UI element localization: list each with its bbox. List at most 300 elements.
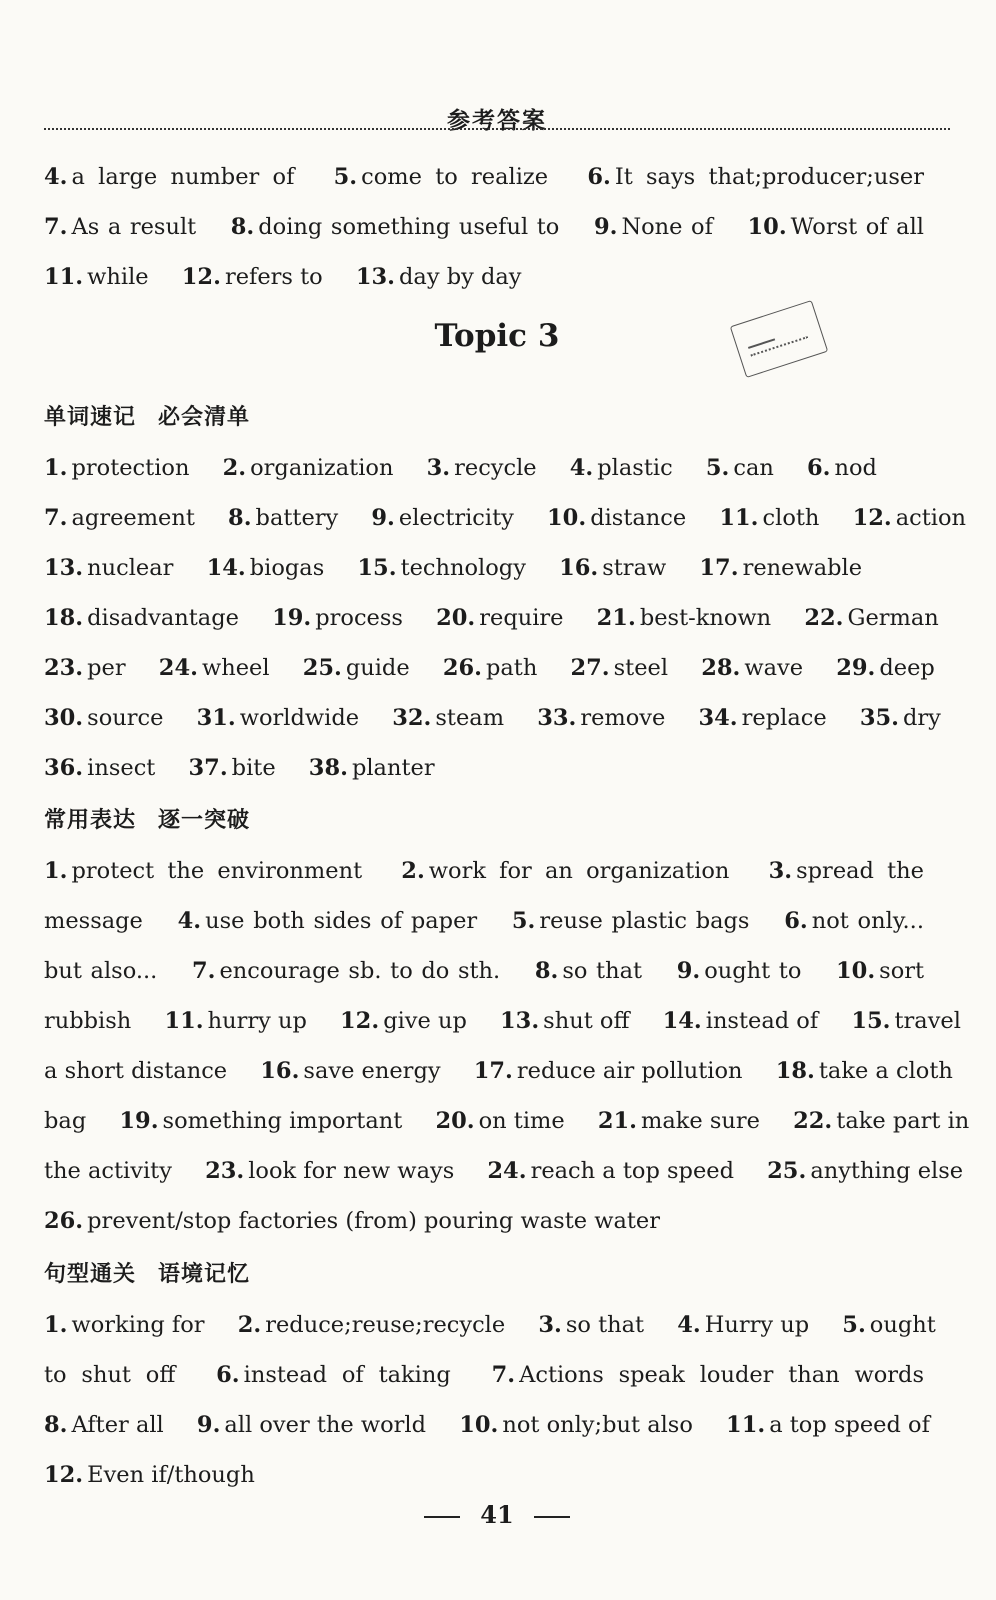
answer-item	[401, 858, 729, 884]
answer-item	[487, 1158, 734, 1184]
answer-number: 20.	[436, 605, 476, 631]
answer-text: electricity	[398, 505, 514, 531]
answer-number: 10.	[547, 505, 587, 531]
answer-number: 17.	[699, 555, 739, 581]
dash-left	[424, 1516, 460, 1518]
answer-item	[216, 1362, 451, 1388]
answer-text: so that	[562, 958, 643, 984]
answer-number: 6.	[807, 455, 831, 481]
answer-text: deep	[879, 655, 935, 681]
answer-item	[189, 755, 276, 781]
answer-text: German	[847, 605, 939, 631]
answer-text: insect	[87, 755, 156, 781]
answer-number: 4.	[177, 908, 202, 934]
answer-line	[44, 846, 950, 896]
answer-text: not only;but also	[502, 1412, 693, 1438]
answer-number: 33.	[537, 705, 577, 731]
answer-text: reduce;reuse;recycle	[265, 1312, 506, 1338]
dash-right	[534, 1516, 570, 1518]
answer-number: 24.	[158, 655, 198, 681]
section-heading-sub: 必会清单	[158, 405, 251, 430]
answer-number: 27.	[570, 655, 610, 681]
answer-text: Hurry up	[704, 1312, 810, 1338]
answer-item	[44, 908, 143, 934]
answer-text: a large number of	[71, 164, 295, 190]
answer-page	[44, 0, 970, 1600]
answer-number: 12.	[44, 1462, 84, 1488]
answer-number: 31.	[196, 705, 236, 731]
answer-item	[44, 655, 126, 681]
answer-number: 10.	[747, 214, 787, 240]
answer-number: 12.	[852, 505, 892, 531]
answer-item	[598, 1108, 760, 1134]
answer-line	[44, 643, 950, 693]
answer-number: 6.	[784, 908, 808, 934]
answer-number: 5.	[842, 1312, 866, 1338]
answer-text: wave	[744, 655, 804, 681]
answer-number: 35.	[859, 705, 899, 731]
section-heading	[44, 796, 950, 846]
answer-number: 2.	[222, 455, 247, 481]
answer-text: instead of	[705, 1008, 819, 1034]
answer-number: 21.	[596, 605, 636, 631]
section-sentences	[44, 1250, 950, 1500]
answer-item	[663, 1008, 819, 1034]
answer-text: doing something useful to	[258, 214, 560, 240]
answer-item	[853, 505, 966, 531]
answer-text: instead of taking	[243, 1362, 451, 1388]
answer-line	[44, 1196, 950, 1246]
stamp-icon	[730, 300, 828, 378]
answer-number: 29.	[836, 655, 876, 681]
answer-line	[44, 593, 950, 643]
answer-number: 8.	[534, 958, 559, 984]
answer-text: protect the environment	[71, 858, 363, 884]
answer-line	[44, 1400, 950, 1450]
answer-number: 6.	[216, 1362, 240, 1388]
answer-line	[44, 1146, 964, 1196]
answer-text: shut off	[543, 1008, 630, 1034]
answer-number: 1.	[44, 858, 68, 884]
answer-item	[767, 1158, 963, 1184]
answer-item	[706, 455, 774, 481]
answer-text: come to realize	[361, 164, 549, 190]
answer-text: renewable	[742, 555, 863, 581]
answer-text: ought	[869, 1312, 936, 1338]
answer-item	[44, 1412, 164, 1438]
section-expressions-lines	[44, 846, 970, 1246]
page-header-title: 参考答案	[447, 107, 547, 134]
answer-number: 36.	[44, 755, 84, 781]
answer-text: process	[315, 605, 403, 631]
answer-number: 25.	[767, 1158, 807, 1184]
answer-number: 5.	[705, 455, 730, 481]
answer-item	[699, 705, 827, 731]
answer-number: 9.	[676, 958, 701, 984]
answer-item	[357, 555, 526, 581]
answer-number: 13.	[500, 1008, 540, 1034]
answer-item	[44, 555, 173, 581]
answer-item	[44, 1312, 205, 1338]
answer-number: 18.	[775, 1058, 815, 1084]
answer-number: 37.	[188, 755, 228, 781]
answer-number: 4.	[569, 455, 594, 481]
answer-number: 11.	[44, 264, 84, 290]
answer-item	[260, 1058, 440, 1084]
answer-item	[334, 164, 548, 190]
answer-text: None of	[621, 214, 713, 240]
answer-text: wheel	[201, 655, 270, 681]
answer-number: 10.	[459, 1412, 499, 1438]
answer-text: biogas	[249, 555, 325, 581]
answer-item	[427, 455, 537, 481]
answer-text: but also...	[44, 958, 158, 984]
answer-item	[842, 1312, 935, 1338]
answer-item	[719, 505, 819, 531]
answer-item	[340, 1008, 467, 1034]
answer-number: 7.	[491, 1362, 516, 1388]
answer-text: battery	[255, 505, 339, 531]
answer-item	[197, 1412, 426, 1438]
answer-item	[512, 908, 750, 934]
answer-item	[44, 755, 155, 781]
answer-number: 7.	[44, 505, 68, 531]
answer-number: 23.	[205, 1158, 245, 1184]
answer-text: recycle	[454, 455, 537, 481]
answer-number: 5.	[333, 164, 358, 190]
answer-text: Worst of all	[790, 214, 924, 240]
answer-item	[44, 1008, 131, 1034]
answer-text: disadvantage	[87, 605, 239, 631]
answer-item	[205, 1158, 454, 1184]
answer-text: plastic	[597, 455, 673, 481]
answer-text: reuse plastic bags	[539, 908, 750, 934]
answer-item	[44, 264, 149, 290]
answer-item	[836, 958, 924, 984]
answer-item	[784, 908, 924, 934]
answer-text: so that	[565, 1312, 645, 1338]
answer-number: 19.	[119, 1108, 159, 1134]
header-dotted-rule	[44, 128, 950, 130]
page-number	[44, 1500, 950, 1529]
page-number-value: 41	[480, 1500, 514, 1529]
answer-text: Even if/though	[87, 1462, 255, 1488]
answer-item	[119, 1108, 402, 1134]
answer-item	[228, 505, 338, 531]
section-sentences-lines	[44, 1300, 950, 1500]
answer-item	[726, 1412, 930, 1438]
answer-text: take part in	[836, 1108, 970, 1134]
answer-text: on time	[478, 1108, 565, 1134]
answer-item	[597, 605, 772, 631]
answer-item	[159, 655, 270, 681]
answer-number: 2.	[401, 858, 425, 884]
answer-number: 3.	[768, 858, 793, 884]
answer-text: save energy	[303, 1058, 441, 1084]
answer-number: 3.	[538, 1312, 562, 1338]
section-heading	[44, 1250, 950, 1300]
answer-text: guide	[345, 655, 410, 681]
answer-line	[44, 152, 950, 202]
answer-number: 30.	[44, 705, 84, 731]
answer-text: organization	[250, 455, 394, 481]
answer-number: 10.	[836, 958, 876, 984]
section-heading-main: 常用表达	[44, 808, 137, 833]
answer-item	[182, 264, 323, 290]
answer-text: sort	[879, 958, 925, 984]
answer-number: 8.	[230, 214, 255, 240]
answer-item	[538, 1312, 644, 1338]
answer-item	[192, 958, 500, 984]
answer-line	[44, 896, 950, 946]
section-words-lines	[44, 443, 967, 793]
section-heading-sub: 逐一突破	[158, 808, 251, 833]
answer-item	[44, 1362, 175, 1388]
answer-number: 18.	[44, 605, 84, 631]
answer-text: anything else	[810, 1158, 964, 1184]
answer-line	[44, 1096, 970, 1146]
answer-text: working for	[71, 1312, 205, 1338]
answer-item	[238, 1312, 505, 1338]
answer-item	[851, 1008, 961, 1034]
answer-number: 12.	[340, 1008, 380, 1034]
answer-text: not only...	[811, 908, 924, 934]
section-heading	[44, 393, 950, 443]
answer-number: 21.	[597, 1108, 637, 1134]
answer-text: refers to	[224, 264, 323, 290]
answer-text: best-known	[639, 605, 772, 631]
answer-number: 11.	[719, 505, 759, 531]
section-heading-main: 句型通关	[44, 1262, 137, 1287]
answer-item	[44, 505, 195, 531]
topic-title: Topic 3	[434, 318, 560, 354]
answer-line	[44, 493, 967, 543]
answer-text: give up	[383, 1008, 467, 1034]
answer-line	[44, 743, 950, 793]
answer-text: something important	[162, 1108, 403, 1134]
answer-line	[44, 1450, 950, 1500]
answer-item	[178, 908, 478, 934]
answer-text: path	[485, 655, 538, 681]
answer-item	[748, 214, 924, 240]
answer-line	[44, 693, 950, 743]
answer-number: 32.	[392, 705, 432, 731]
answer-text: Actions speak louder than words	[519, 1362, 925, 1388]
answer-text: dry	[902, 705, 941, 731]
answer-number: 13.	[44, 555, 84, 581]
answer-line	[44, 202, 950, 252]
answer-number: 1.	[44, 455, 68, 481]
answer-text: reach a top speed	[530, 1158, 734, 1184]
section-expressions	[44, 796, 970, 1246]
answer-line	[44, 946, 950, 996]
answer-number: 5.	[511, 908, 536, 934]
answer-text: take a cloth	[818, 1058, 953, 1084]
answer-text: rubbish	[44, 1008, 132, 1034]
answer-text: hurry up	[207, 1008, 307, 1034]
answer-number: 22.	[793, 1108, 833, 1134]
answer-text: bite	[231, 755, 276, 781]
answer-item	[769, 858, 924, 884]
answer-text: day by day	[399, 264, 522, 290]
answer-item	[570, 455, 673, 481]
answer-text: use both sides of paper	[205, 908, 478, 934]
answer-text: spread the	[796, 858, 924, 884]
answer-number: 1.	[44, 1312, 68, 1338]
answer-line	[44, 1046, 953, 1096]
answer-item	[677, 1312, 809, 1338]
answer-item	[392, 705, 504, 731]
answer-text: straw	[602, 555, 667, 581]
answer-item	[44, 858, 362, 884]
answer-item	[547, 505, 686, 531]
answer-item	[459, 1412, 693, 1438]
answer-text: After all	[71, 1412, 164, 1438]
answer-number: 20.	[435, 1108, 475, 1134]
answer-text: reduce air pollution	[516, 1058, 743, 1084]
answer-text: travel	[894, 1008, 961, 1034]
answer-item	[701, 655, 803, 681]
answer-number: 8.	[44, 1412, 68, 1438]
answer-item	[207, 555, 325, 581]
answer-number: 34.	[698, 705, 738, 731]
answer-text: As a result	[71, 214, 197, 240]
answer-number: 38.	[308, 755, 348, 781]
answer-text: action	[895, 505, 967, 531]
answer-item	[435, 1108, 564, 1134]
answer-number: 4.	[677, 1312, 701, 1338]
answer-number: 7.	[191, 958, 216, 984]
answer-item	[587, 164, 924, 190]
answer-text: make sure	[641, 1108, 760, 1134]
answer-number: 23.	[44, 655, 84, 681]
answer-number: 14.	[662, 1008, 702, 1034]
answer-number: 6.	[587, 164, 611, 190]
answer-item	[44, 705, 163, 731]
answer-item	[500, 1008, 629, 1034]
answer-line	[44, 996, 961, 1046]
answer-item	[197, 705, 360, 731]
answer-number: 16.	[260, 1058, 300, 1084]
top-answers	[44, 152, 950, 302]
answer-number: 13.	[355, 264, 396, 290]
answer-item	[164, 1008, 306, 1034]
answer-text: prevent/stop factories (from) pouring waste water	[87, 1208, 660, 1234]
answer-text: to shut off	[44, 1362, 176, 1388]
answer-item	[807, 455, 877, 481]
answer-text: can	[733, 455, 774, 481]
answer-number: 15.	[357, 555, 397, 581]
answer-text: nuclear	[87, 555, 174, 581]
answer-number: 15.	[851, 1008, 891, 1034]
answer-text: distance	[590, 505, 687, 531]
answer-item	[231, 214, 560, 240]
answer-text: a short distance	[44, 1058, 228, 1084]
answer-text: the activity	[44, 1158, 172, 1184]
answer-text: planter	[351, 755, 435, 781]
answer-text: It says that;producer;user	[614, 164, 924, 190]
answer-text: remove	[580, 705, 666, 731]
answer-item	[44, 1158, 172, 1184]
answer-number: 22.	[804, 605, 844, 631]
answer-number: 28.	[701, 655, 741, 681]
answer-item	[594, 214, 713, 240]
answer-item	[44, 164, 294, 190]
answer-item	[44, 1208, 660, 1234]
answer-item	[776, 1058, 953, 1084]
answer-text: per	[87, 655, 126, 681]
answer-number: 2.	[237, 1312, 262, 1338]
answer-item	[44, 958, 157, 984]
answer-item	[860, 705, 941, 731]
answer-item	[474, 1058, 743, 1084]
answer-item	[443, 655, 538, 681]
answer-line	[44, 443, 950, 493]
answer-text: look for new ways	[248, 1158, 455, 1184]
answer-text: a top speed of	[769, 1412, 930, 1438]
answer-number: 9.	[196, 1412, 221, 1438]
answer-text: technology	[400, 555, 526, 581]
answer-number: 4.	[44, 164, 68, 190]
answer-text: encourage sb. to do sth.	[219, 958, 501, 984]
answer-item	[535, 958, 642, 984]
answer-item	[44, 1108, 86, 1134]
answer-text: protection	[71, 455, 190, 481]
answer-number: 12.	[181, 264, 221, 290]
answer-text: bag	[44, 1108, 87, 1134]
answer-number: 24.	[487, 1158, 527, 1184]
answer-item	[699, 555, 862, 581]
answer-text: steel	[613, 655, 669, 681]
answer-text: cloth	[762, 505, 820, 531]
section-heading-sub: 语境记忆	[158, 1262, 251, 1287]
answer-text: worldwide	[239, 705, 360, 731]
answer-number: 16.	[559, 555, 599, 581]
answer-item	[371, 505, 513, 531]
section-heading-main: 单词速记	[44, 405, 137, 430]
answer-item	[272, 605, 403, 631]
answer-item	[677, 958, 802, 984]
answer-line	[44, 543, 950, 593]
answer-item	[44, 1462, 255, 1488]
answer-number: 25.	[302, 655, 342, 681]
answer-item	[804, 605, 938, 631]
answer-number: 9.	[371, 505, 395, 531]
answer-number: 19.	[272, 605, 312, 631]
answer-item	[223, 455, 394, 481]
answer-number: 14.	[206, 555, 246, 581]
answer-line	[44, 252, 950, 302]
answer-text: all over the world	[224, 1412, 427, 1438]
answer-item	[793, 1108, 969, 1134]
answer-text: message	[44, 908, 143, 934]
answer-text: while	[87, 264, 149, 290]
answer-text: work for an organization	[428, 858, 730, 884]
answer-number: 17.	[473, 1058, 513, 1084]
answer-line	[44, 1350, 950, 1400]
answer-number: 11.	[164, 1008, 204, 1034]
answer-number: 7.	[44, 214, 68, 240]
answer-line	[44, 1300, 950, 1350]
answer-number: 11.	[726, 1412, 766, 1438]
answer-text: ought to	[704, 958, 802, 984]
answer-item	[356, 264, 522, 290]
answer-text: replace	[741, 705, 827, 731]
section-words	[44, 393, 967, 793]
answer-item	[436, 605, 563, 631]
answer-text: source	[87, 705, 164, 731]
answer-text: steam	[435, 705, 505, 731]
